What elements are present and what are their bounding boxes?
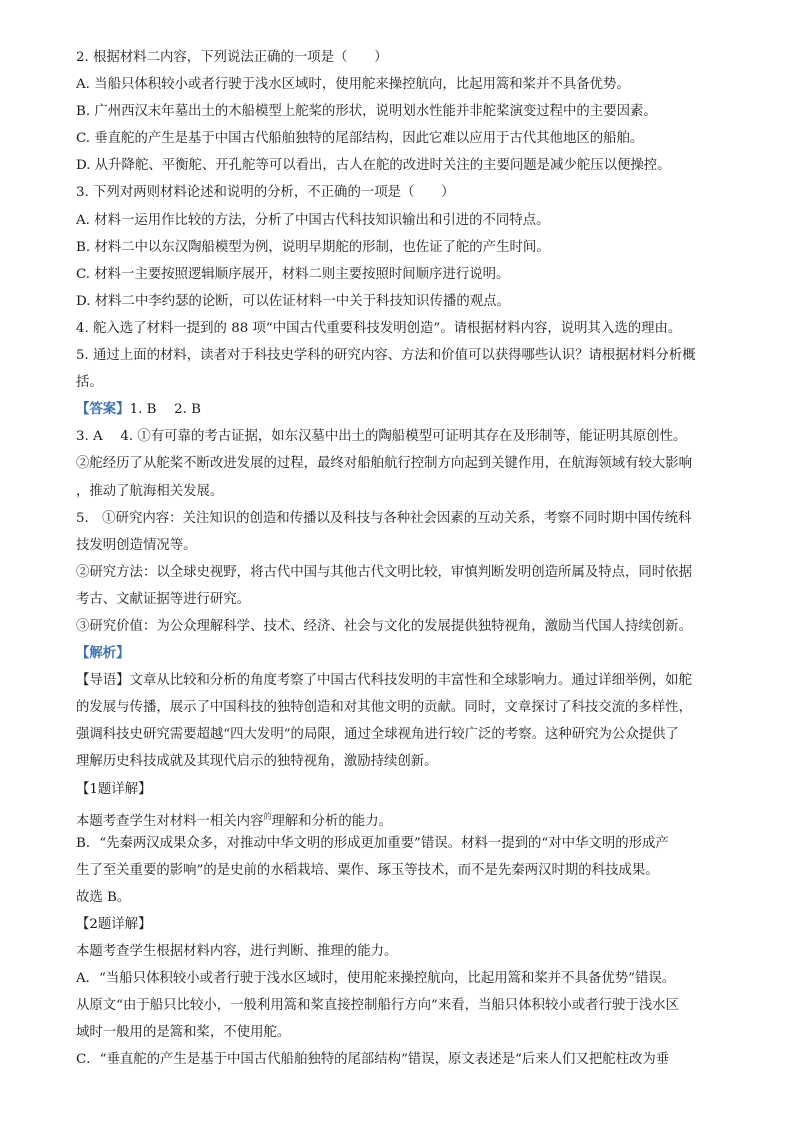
- answer-line4: ，推动了航海相关发展。: [76, 483, 224, 499]
- guide-line4: 理解历史科技成就及其现代启示的独特视角，激励持续创新。: [76, 754, 438, 770]
- document-page: [76, 44, 726, 1074]
- detail1-line3: 生了至关重要的影响”的是史前的水稻栽培、粟作、琢玉等技术，而不是先秦两汉时期的科技成果。: [76, 862, 659, 878]
- q3-option-d: D. 材料二中李约瑟的论断，可以佐证材料一中关于科技知识传播的观点。: [76, 293, 510, 309]
- detail1-title: 【1题详解】: [76, 781, 152, 797]
- guide-line1: 【导语】文章从比较和分析的角度考察了中国古代科技发明的丰富性和全球影响力。通过详细举例，如舵: [76, 673, 692, 689]
- q2-option-c: C. 垂直舵的产生是基于中国古代船舶独特的尾部结构，因此它难以应用于古代其他地区的船舶。: [76, 131, 644, 147]
- detail1-line2: B．“先秦两汉成果众多，对推动中华文明的形成更加重要”错误。材料一提到的“对中华文明的形成产: [76, 835, 669, 851]
- answer-line9: ③研究价值：为公众理解科学、技术、经济、社会与文化的发展提供独特视角，激励当代国人持续创新。: [76, 618, 692, 634]
- detail2-title: 【2题详解】: [76, 917, 152, 932]
- q2-stem: 2. 根据材料二内容，下列说法正确的一项是（ ）: [76, 50, 388, 65]
- detail1-line1-b: 理解和分析的能力。: [271, 813, 392, 829]
- q4-stem: 4. 舵入选了材料一提到的 88 项“中国古代重要科技发明创造”。请根据材料内容，说明其入选的理由。: [76, 320, 682, 336]
- q5-stem-line1: 5. 通过上面的材料，读者对于科技史学科的研究内容、方法和价值可以获得哪些认识？请根据材料分析概: [76, 348, 696, 364]
- answer-line1-text: 1. B 2. B: [129, 402, 201, 418]
- answer-line2: 3. A 4. ①有可靠的考古证据，如东汉墓中出土的陶船模型可证明其存在及形制等，能证明其原创性。: [76, 429, 687, 445]
- answer-line3: ②舵经历了从舵桨不断改进发展的过程，最终对船舶航行控制方向起到关键作用，在航海领域有较大影响: [76, 456, 692, 472]
- answer-line6: 技发明创造情况等。: [76, 537, 197, 553]
- analysis-tag: 【解析】: [76, 645, 130, 662]
- q5-stem-line2: 括。: [76, 375, 103, 391]
- detail2-line1: 本题考查学生根据材料内容，进行判断、推理的能力。: [76, 944, 398, 960]
- answer-line5: 5. ①研究内容：关注知识的创造和传播以及科技与各种社会因素的互动关系，考察不同时期中国传统科: [76, 510, 692, 526]
- detail2-line2: A．“当船只体积较小或者行驶于浅水区域时，使用舵来操控航向，比起用篙和桨并不具备优势”错误。: [76, 971, 676, 987]
- detail1-line1: [76, 803, 726, 830]
- detail2-line4: 域时一般用的是篙和桨，不使用舵。: [76, 1025, 291, 1041]
- q2-option-a: A. 当船只体积较小或者行驶于浅水区域时，使用舵来操控航向，比起用篙和桨并不具备优势。: [76, 77, 630, 93]
- answer-line1: [76, 396, 726, 423]
- guide-line3: 强调科技史研究需要超越“四大发明”的局限，通过全球视角进行较广泛的考察。这种研究为公众提供了: [76, 727, 679, 743]
- analysis-tag-line: [76, 640, 726, 667]
- detail1-line1-sup: 的: [263, 811, 272, 821]
- q2-option-d: D. 从升降舵、平衡舵、开孔舵等可以看出，古人在舵的改进时关注的主要问题是减少舵压以便操控。: [76, 158, 671, 174]
- answer-line7: ②研究方法：以全球史视野，将古代中国与其他古代文明比较，审慎判断发明创造所属及特点，同时依据: [76, 564, 692, 580]
- q3-option-b: B. 材料二中以东汉陶船模型为例，说明早期舵的形制，也佐证了舵的产生时间。: [76, 239, 550, 255]
- q3-option-a: A. 材料一运用作比较的方法，分析了中国古代科技知识输出和引进的不同特点。: [76, 212, 550, 228]
- detail2-line5: C．“垂直舵的产生是基于中国古代船舶独特的尾部结构”错误，原文表述是“后来人们又把舵柱改为垂: [76, 1052, 670, 1068]
- q3-option-c: C. 材料一主要按照逻辑顺序展开，材料二则主要按照时间顺序进行说明。: [76, 266, 510, 282]
- guide-line2: 的发展与传播，展示了中国科技的独特创造和对其他文明的贡献。同时，文章探讨了科技交流的多样性，: [76, 700, 692, 716]
- detail2-line3: 从原文“由于船只比较小，一般利用篙和桨直接控制船行方向”来看，当船只体积较小或者行驶于浅水区: [76, 998, 679, 1014]
- q3-stem: 3. 下列对两则材料论述和说明的分析，不正确的一项是（ ）: [76, 185, 455, 201]
- answer-tag: 【答案】: [76, 401, 130, 418]
- detail1-line4: 故选 B。: [76, 889, 131, 905]
- detail1-line1-a: 本题考查学生对材料一相关内容: [76, 813, 264, 829]
- answer-line8: 考古、文献证据等进行研究。: [76, 591, 251, 607]
- q2-option-b: B. 广州西汉末年墓出土的木船模型上舵桨的形状，说明划水性能并非舵桨演变过程中的主要因素。: [76, 104, 657, 120]
